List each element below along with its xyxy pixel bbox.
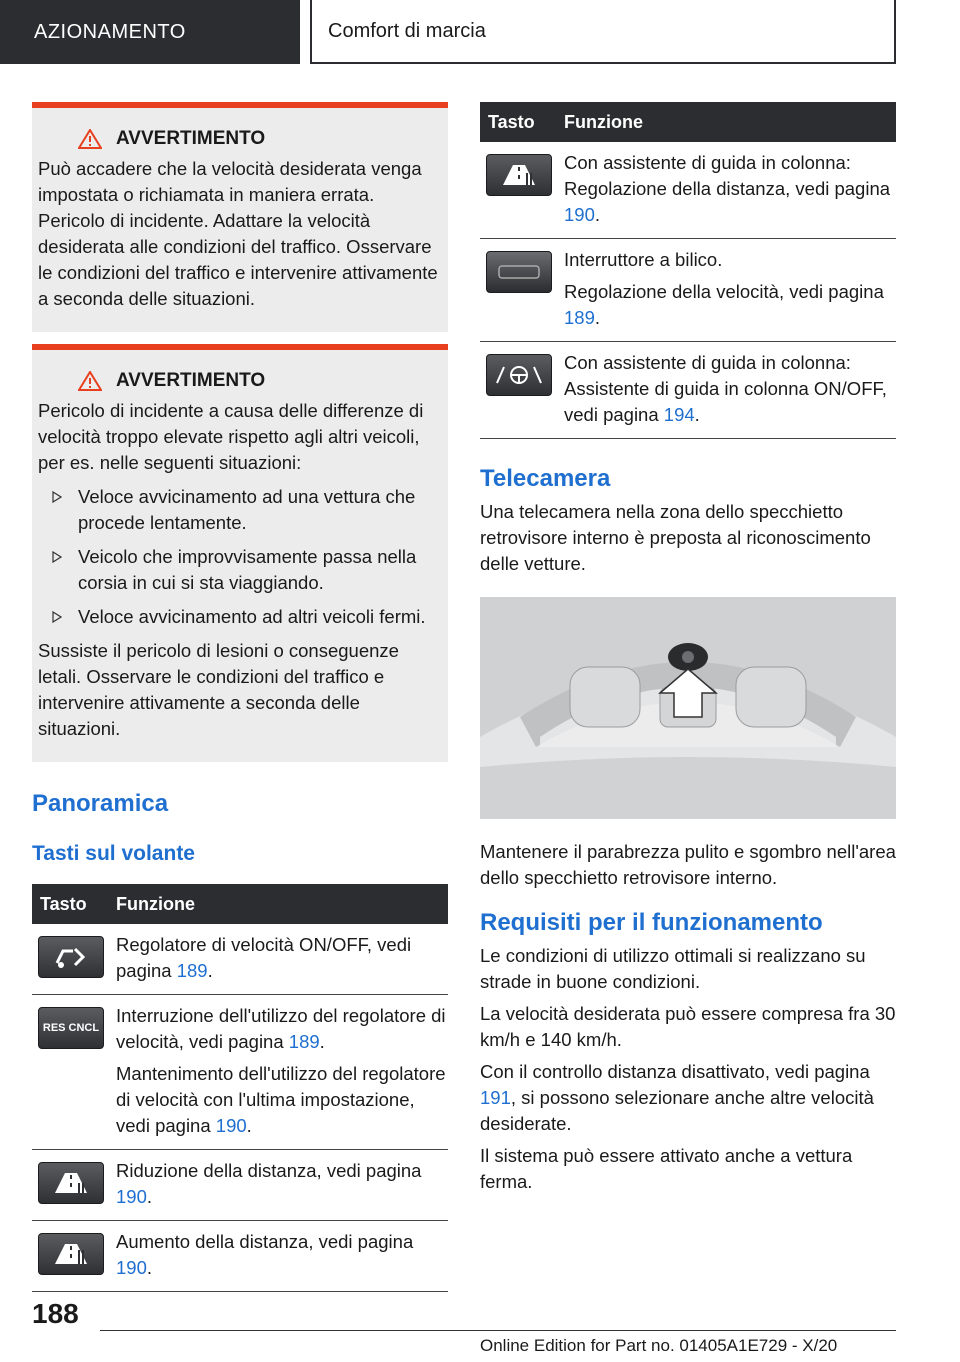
left-column bbox=[32, 102, 448, 1292]
table-row: Interruttore a bilico. Regolazione della velocità, vedi pagina 189. bbox=[480, 239, 896, 342]
footer-divider bbox=[100, 1330, 896, 1331]
table-row: Aumento della distanza, vedi pagina 190. bbox=[32, 1221, 448, 1292]
buttons-table bbox=[480, 102, 896, 439]
table-row: Regolatore di velocità ON/OFF, vedi pagina 189. bbox=[32, 924, 448, 995]
column-header-function: Funzione bbox=[564, 111, 643, 132]
table-row: Con assistente di guida in colonna: Regolazione della distanza, vedi pagina 190. bbox=[480, 142, 896, 239]
bullet-triangle-icon bbox=[52, 611, 62, 623]
warning-text: Può accadere che la velocità desiderata venga impostata o richiamata in maniera errata. Pericolo di incidente. Adattare la velocità desiderata alle condizioni del traffico. Osservare le condizioni del traffico e intervenire attivamente a seconda delle situazioni. bbox=[38, 158, 438, 309]
distance-assist-icon bbox=[486, 154, 552, 196]
camera-caption: Mantenere il parabrezza pulito e sgombro nell'area dello specchietto retrovisore interno. bbox=[480, 841, 896, 888]
warning-title: AVVERTIMENTO bbox=[116, 370, 266, 391]
rocker-switch-icon bbox=[486, 251, 552, 293]
table-row: RES CNCL Interruzione dell'utilizzo del regolatore di velocità, vedi pagina 189. Mantenimento dell'utilizzo del regolatore di velocità con l'ultima impostazione, vedi pagina 190. bbox=[32, 995, 448, 1150]
page-link[interactable]: 189 bbox=[176, 960, 208, 981]
list-item: Veicolo che improvvisamente passa nella corsia in cui si sta viaggiando. bbox=[38, 544, 438, 596]
page-number: 188 bbox=[32, 1298, 79, 1329]
bullet-triangle-icon bbox=[52, 491, 62, 503]
table-row: Con assistente di guida in colonna: Assistente di guida in colonna ON/OFF, vedi pagina 194. bbox=[480, 342, 896, 439]
distance-increase-icon bbox=[38, 1233, 104, 1275]
distance-decrease-icon bbox=[38, 1162, 104, 1204]
list-item: Veloce avvicinamento ad una vettura che procede lentamente. bbox=[38, 484, 438, 536]
section-title: Telecamera bbox=[480, 465, 611, 492]
section-tab: AZIONAMENTO bbox=[0, 0, 300, 64]
page-link[interactable]: 190 bbox=[564, 204, 595, 225]
subsection-title: Tasti sul volante bbox=[32, 842, 195, 865]
cruise-control-icon bbox=[38, 936, 104, 978]
list-item: Veloce avvicinamento ad altri veicoli fermi. bbox=[38, 604, 438, 630]
chapter-tab: Comfort di marcia bbox=[310, 0, 896, 64]
res-cncl-icon: RES CNCL bbox=[38, 1007, 104, 1049]
paragraph: Il sistema può essere attivato anche a vettura ferma. bbox=[480, 1145, 853, 1192]
page-link[interactable]: 190 bbox=[116, 1186, 147, 1207]
paragraph: Le condizioni di utilizzo ottimali si realizzano su strade in buone condizioni. bbox=[480, 945, 866, 992]
warning-box bbox=[32, 102, 448, 332]
section-title: Requisiti per il funzionamento bbox=[480, 909, 823, 936]
bullet-triangle-icon bbox=[52, 551, 62, 563]
page-link[interactable]: 194 bbox=[663, 404, 695, 425]
page-link[interactable]: 191 bbox=[480, 1087, 511, 1108]
page-link[interactable]: 189 bbox=[564, 307, 595, 328]
warning-triangle-icon bbox=[78, 129, 102, 149]
page-link[interactable]: 189 bbox=[288, 1031, 320, 1052]
page-link[interactable]: 190 bbox=[116, 1257, 147, 1278]
right-column bbox=[480, 102, 896, 1201]
header-tabs bbox=[0, 0, 960, 66]
warning-triangle-icon bbox=[78, 371, 102, 391]
column-header-key: Tasto bbox=[40, 893, 87, 914]
footer-edition: Online Edition for Part no. 01405A1E729 - X/20 bbox=[480, 1336, 838, 1355]
page-link[interactable]: 190 bbox=[215, 1115, 247, 1136]
camera-text: Una telecamera nella zona dello specchietto retrovisore interno è preposta al riconoscimento delle vetture. bbox=[480, 501, 871, 574]
steering-assist-icon bbox=[486, 354, 552, 396]
section-title: Panoramica bbox=[32, 790, 169, 817]
warning-outro: Sussiste il pericolo di lesioni o conseguenze letali. Osservare le condizioni del traffico e intervenire attivamente a seconda delle situazioni. bbox=[38, 640, 399, 739]
warning-box bbox=[32, 344, 448, 762]
buttons-table bbox=[32, 884, 448, 1292]
table-row: Riduzione della distanza, vedi pagina 190. bbox=[32, 1150, 448, 1221]
column-header-function: Funzione bbox=[116, 893, 195, 914]
camera-photo bbox=[480, 597, 896, 819]
paragraph: Con il controllo distanza disattivato, vedi pagina 191, si possono selezionare anche altre velocità desiderate. bbox=[480, 1061, 874, 1134]
warning-intro: Pericolo di incidente a causa delle differenze di velocità troppo elevate rispetto agli altri veicoli, per es. nelle seguenti situazioni: bbox=[38, 400, 424, 473]
paragraph: La velocità desiderata può essere compresa fra 30 km/h e 140 km/h. bbox=[480, 1003, 896, 1050]
column-header-key: Tasto bbox=[488, 111, 535, 132]
warning-list bbox=[38, 484, 438, 630]
warning-title: AVVERTIMENTO bbox=[116, 128, 266, 149]
